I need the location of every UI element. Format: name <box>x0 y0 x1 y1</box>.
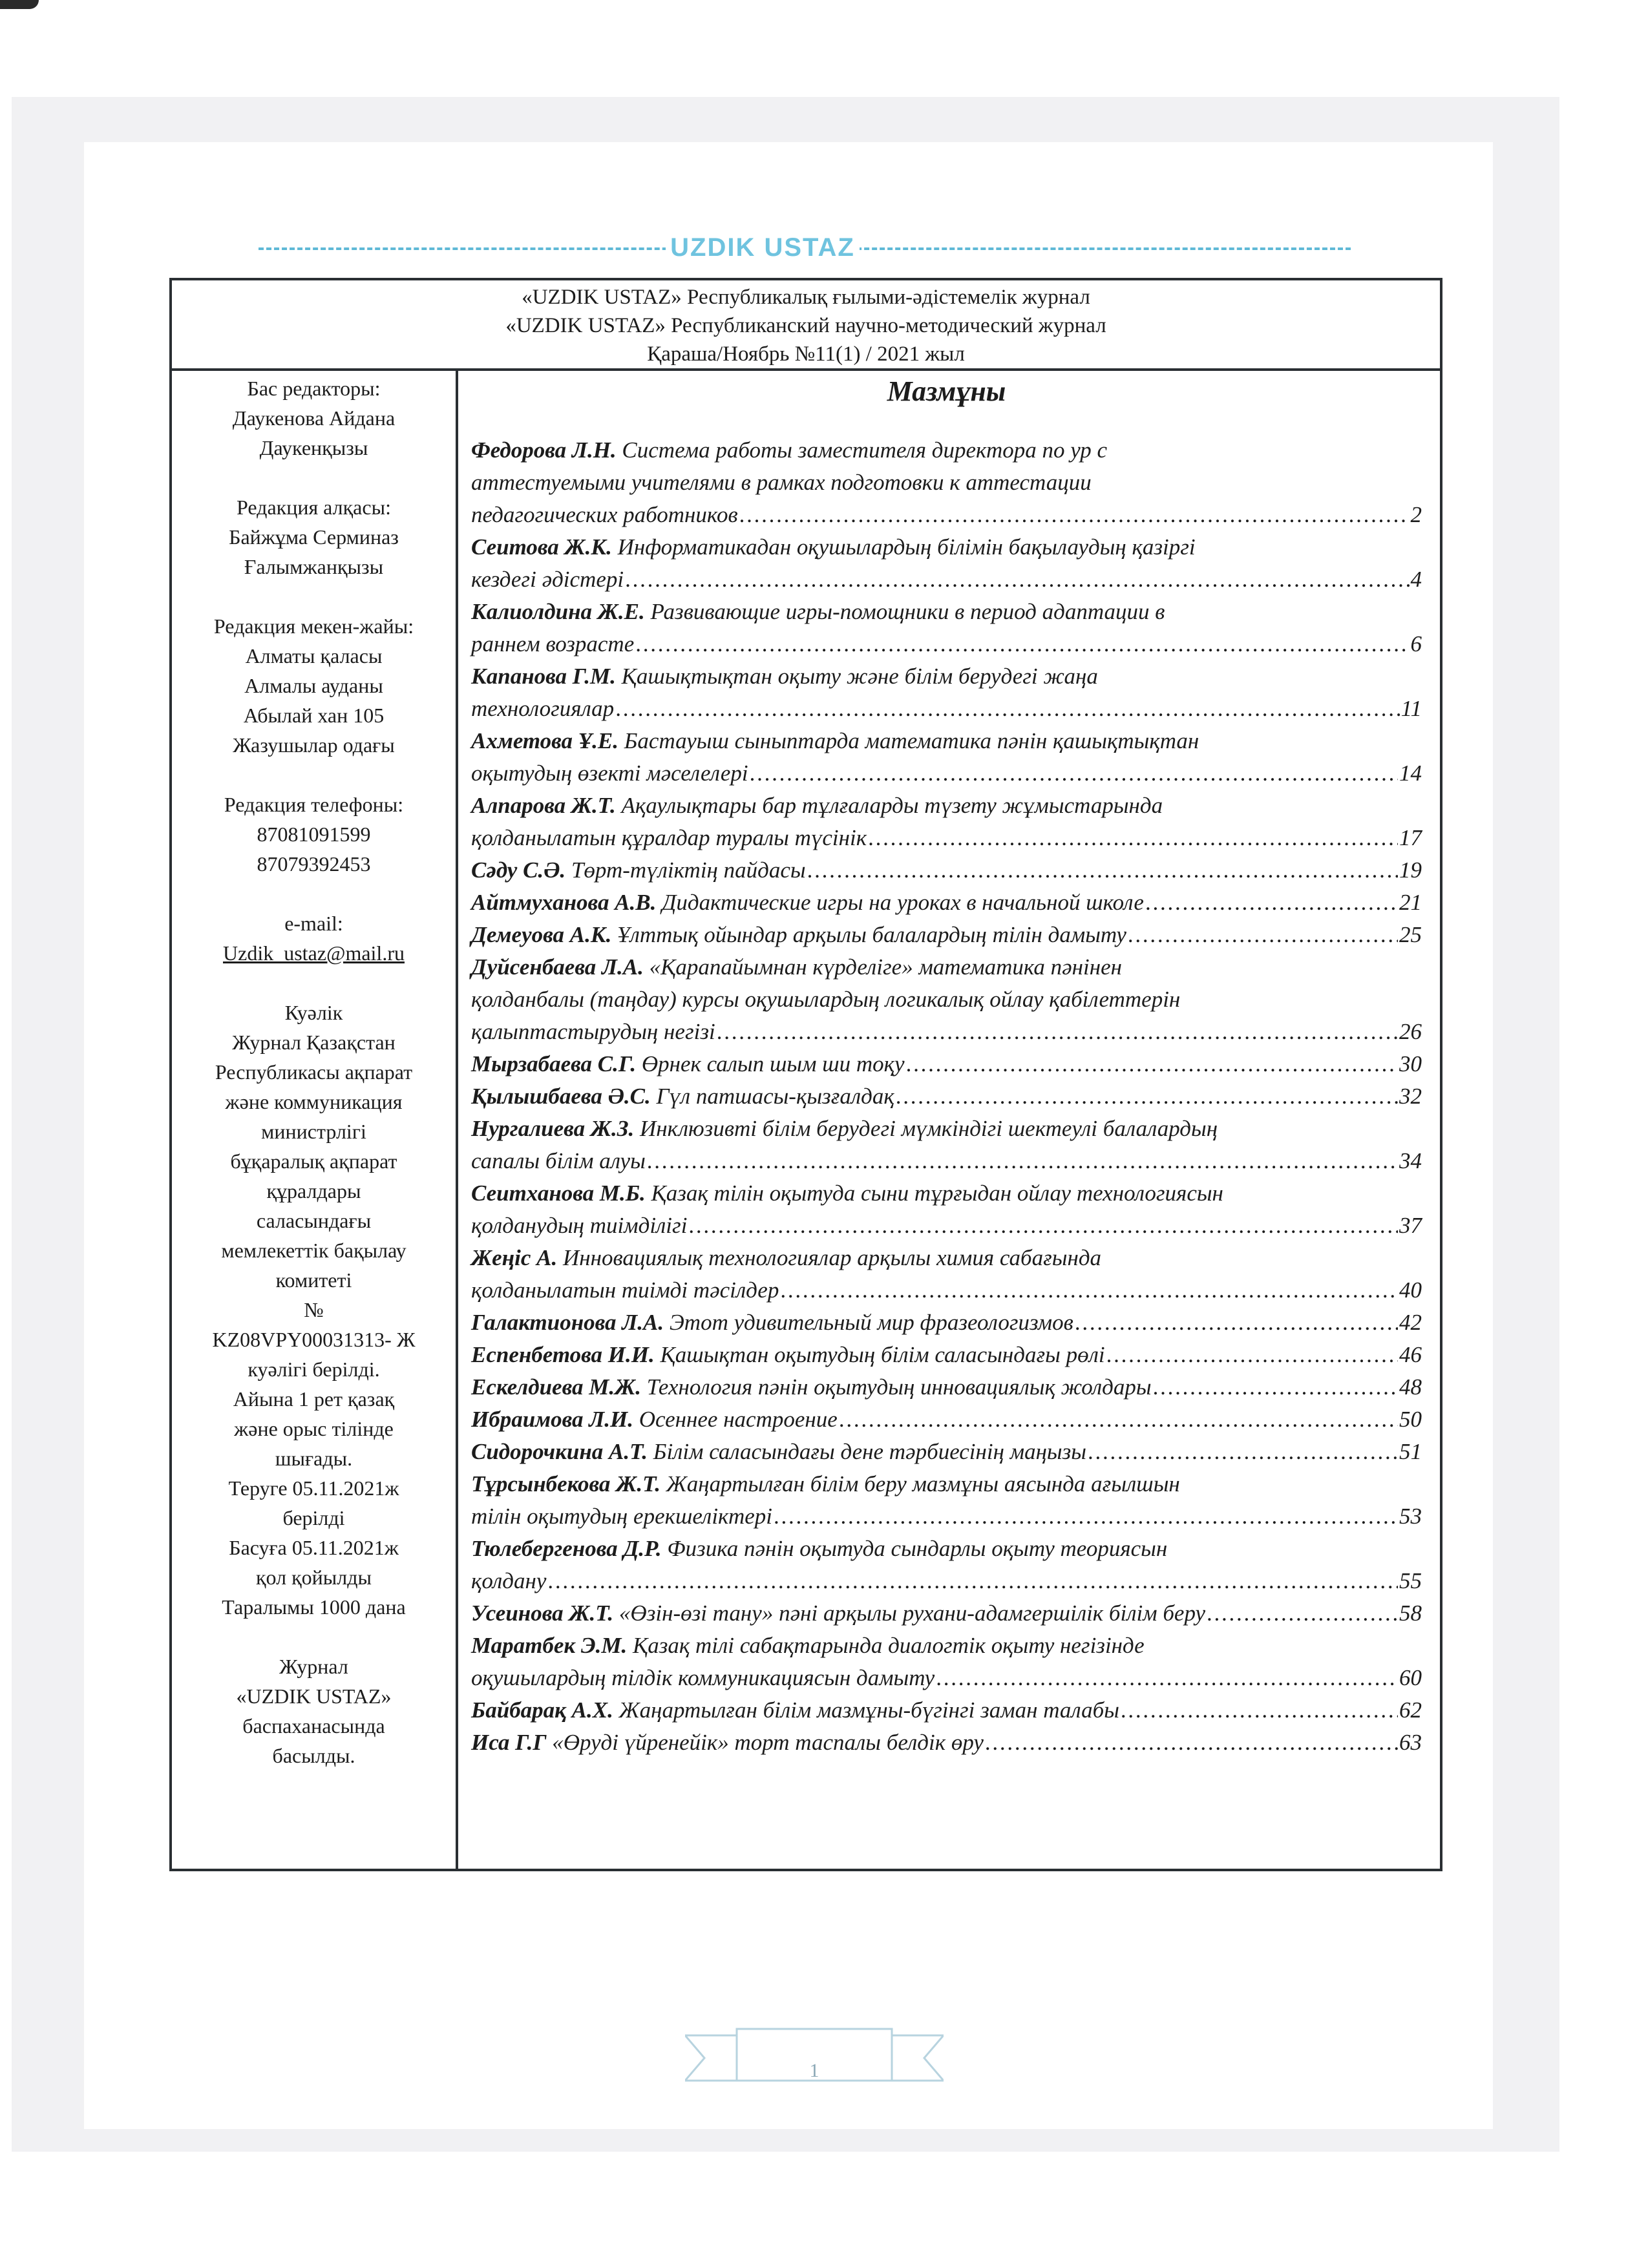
toc-page-number: 26 <box>1399 1019 1422 1044</box>
toc-first-line <box>471 1242 1422 1274</box>
sidebar-line: Алматы қаласы <box>245 644 383 667</box>
toc-title-line: қолданудың тиімділігі <box>471 1213 688 1238</box>
toc-continuation-line <box>471 822 1422 854</box>
sidebar-line: Куәлік <box>284 1001 343 1024</box>
table-of-contents <box>471 434 1422 1759</box>
sidebar-line: және коммуникация <box>225 1090 403 1113</box>
toc-page-number: 53 <box>1399 1504 1422 1529</box>
toc-text <box>471 1403 838 1436</box>
toc-title-line: оқытудың өзекті мәселелері <box>471 761 748 786</box>
toc-title-line: технологиялар <box>471 696 615 721</box>
toc-title-line: қалыптастырудың негізі <box>471 1019 715 1044</box>
toc-page-number: 40 <box>1399 1277 1422 1303</box>
toc-first-line <box>471 1694 1422 1727</box>
toc-leader-dots <box>906 1048 1398 1080</box>
sidebar-line: комитеті <box>275 1268 352 1292</box>
sidebar-line: және орыс тілінде <box>234 1417 394 1440</box>
toc-title-line: Ақаулықтары бар тұлғаларды түзету жұмыстарында <box>621 793 1163 818</box>
toc-leader-dots <box>1153 1371 1398 1403</box>
scan-corner-mark <box>0 0 39 9</box>
toc-author: Байбарақ А.Х. <box>471 1697 613 1723</box>
toc-title-line: Развивающие игры-помощники в период адаптации в <box>650 599 1165 624</box>
toc-author: Капанова Г.М. <box>471 664 616 689</box>
toc-title-line: қолданылатын құралдар туралы түсінік <box>471 825 867 850</box>
toc-title-line: Этот удивительный мир фразеологизмов <box>669 1310 1073 1335</box>
sidebar-line: Алмалы ауданы <box>244 674 383 697</box>
toc-entry[interactable] <box>471 854 1422 887</box>
toc-entry[interactable] <box>471 1113 1422 1177</box>
phones-block <box>172 790 456 879</box>
toc-entry[interactable] <box>471 660 1422 725</box>
toc-first-line <box>471 1597 1422 1630</box>
toc-page-number: 55 <box>1399 1568 1422 1593</box>
toc-page-number: 4 <box>1410 567 1422 592</box>
toc-author: Сидорочкина А.Т. <box>471 1439 648 1464</box>
masthead-issue: Қараша/Ноябрь №11(1) / 2021 жыл <box>647 342 965 366</box>
sidebar-line: Редакция алқасы: <box>237 496 391 519</box>
sidebar-line: «UZDIK USTAZ» <box>236 1685 392 1708</box>
toc-leader-dots <box>780 1274 1398 1307</box>
toc-author: Еспенбетова И.И. <box>471 1342 655 1367</box>
toc-first-line <box>471 660 1422 693</box>
sidebar-line: Журнал Қазақстан <box>232 1031 396 1054</box>
sidebar-line: Айына 1 рет қазақ <box>233 1387 395 1411</box>
toc-title-line: Система работы заместителя директора по ур с <box>622 437 1108 463</box>
toc-author: Галактионова Л.А. <box>471 1310 664 1335</box>
toc-page-number: 6 <box>1410 631 1422 656</box>
toc-author: Тұрсынбекова Ж.Т. <box>471 1471 660 1496</box>
toc-title-line: аттестуемыми учителями в рамках подготовки к аттестации <box>471 470 1092 495</box>
toc-title-line: кездегі әдістері <box>471 567 624 592</box>
toc-entry[interactable] <box>471 1694 1422 1727</box>
toc-entry[interactable] <box>471 1307 1422 1339</box>
toc-entry[interactable] <box>471 1371 1422 1403</box>
toc-author: Ахметова Ұ.Е. <box>471 728 619 753</box>
toc-author: Тюлебергенова Д.Р. <box>471 1536 662 1561</box>
chief-editor-block <box>172 373 456 463</box>
toc-leader-dots <box>1088 1436 1398 1468</box>
toc-first-line <box>471 1403 1422 1436</box>
toc-title-line: Білім саласындағы дене тәрбиесінің маңызы <box>653 1439 1086 1464</box>
toc-leader-dots <box>635 628 1409 660</box>
sidebar-line: Журнал <box>279 1655 348 1678</box>
toc-page-number: 19 <box>1399 857 1422 883</box>
toc-entry[interactable] <box>471 951 1422 1048</box>
toc-first-line <box>471 1371 1422 1403</box>
toc-continuation-line <box>471 1565 1422 1597</box>
toc-title-line: «Өруді үйренейік» торт таспалы белдік өру <box>552 1730 984 1755</box>
toc-page-number: 32 <box>1399 1084 1422 1109</box>
toc-page-number: 34 <box>1399 1148 1422 1173</box>
toc-entry[interactable] <box>471 1468 1422 1533</box>
contents-frame <box>169 278 1442 1871</box>
toc-title-line: Өрнек салып шым ши тоқу <box>641 1051 905 1076</box>
toc-leader-dots <box>547 1565 1398 1597</box>
toc-page-number: 11 <box>1400 696 1422 721</box>
email-link[interactable]: Uzdik_ustaz@mail.ru <box>223 941 405 965</box>
toc-title-line: сапалы білім алуы <box>471 1148 646 1173</box>
toc-continuation-line <box>471 499 1422 531</box>
toc-author: Маратбек Э.М. <box>471 1633 628 1658</box>
toc-title-line: қолданбалы (таңдау) курсы оқушылардың логикалық ойлау қабілеттерін <box>471 987 1181 1012</box>
sidebar-line: Жазушылар одағы <box>233 733 395 757</box>
toc-entry[interactable] <box>471 1533 1422 1597</box>
toc-leader-dots <box>807 854 1398 887</box>
sidebar-line: берілді <box>282 1506 345 1529</box>
toc-continuation-line <box>471 1662 1422 1694</box>
toc-continuation-line <box>471 757 1422 790</box>
sidebar-line: Редакция телефоны: <box>224 793 404 816</box>
sidebar-line: Даукенова Айдана <box>232 406 396 430</box>
toc-leader-dots <box>717 1016 1398 1048</box>
toc-title-line: оқушылардың тілдік коммуникациясын дамыту <box>471 1665 935 1690</box>
toc-title-line: Жаңартылған білім беру мазмұны аясында ағылшын <box>666 1471 1180 1496</box>
toc-first-line <box>471 1533 1422 1565</box>
toc-page-number: 42 <box>1399 1310 1422 1335</box>
toc-title-line: Технология пәнін оқытудың инновациялық жолдары <box>646 1374 1152 1400</box>
toc-title-line: Дидактические игры на уроках в начальной школе <box>662 890 1144 915</box>
toc-continuation-line <box>471 1145 1422 1177</box>
toc-leader-dots <box>1207 1597 1398 1630</box>
toc-first-line <box>471 1080 1422 1113</box>
toc-author: Усеинова Ж.Т. <box>471 1601 614 1626</box>
toc-continuation-line <box>471 1016 1422 1048</box>
toc-entry[interactable] <box>471 596 1422 660</box>
masthead-line-ru: «UZDIK USTAZ» Республиканский научно-методический журнал <box>505 314 1106 337</box>
toc-text <box>471 887 1144 919</box>
toc-leader-dots <box>839 1403 1398 1436</box>
toc-title-line: Бастауыш сыныптарда математика пәнін қашықтықтан <box>624 728 1199 753</box>
toc-entry[interactable] <box>471 1403 1422 1436</box>
toc-page-number: 51 <box>1399 1439 1422 1464</box>
journal-header-title: UZDIK USTAZ <box>666 229 860 266</box>
toc-title-line: Қашықтықтан оқыту және білім берудегі жаңа <box>621 664 1098 689</box>
toc-first-line <box>471 1113 1422 1145</box>
toc-entry[interactable] <box>471 725 1422 790</box>
toc-page-number: 21 <box>1399 890 1422 915</box>
toc-first-line <box>471 434 1422 467</box>
toc-first-line <box>471 1630 1422 1662</box>
toc-page-number: 62 <box>1399 1697 1422 1723</box>
sidebar-line: Басуға 05.11.2021ж <box>229 1536 399 1559</box>
masthead <box>172 280 1440 371</box>
toc-text <box>471 1371 1152 1403</box>
toc-first-line <box>471 1048 1422 1080</box>
toc-title-line: қолданылатын тиімді тәсілдер <box>471 1277 779 1303</box>
toc-entry[interactable] <box>471 1242 1422 1307</box>
toc-text <box>471 919 1126 951</box>
sidebar-line: қол қойылды <box>255 1566 372 1589</box>
toc-text <box>471 1339 1105 1371</box>
toc-page-number: 37 <box>1399 1213 1422 1238</box>
sidebar-line: Республикасы ақпарат <box>215 1060 413 1084</box>
toc-leader-dots <box>896 1080 1398 1113</box>
toc-author: Айтмуханова А.В. <box>471 890 657 915</box>
toc-text <box>471 854 806 887</box>
toc-entry[interactable] <box>471 1177 1422 1242</box>
toc-author: Ескелдиева М.Ж. <box>471 1374 641 1400</box>
sidebar-line: Бас редакторы: <box>247 377 381 400</box>
toc-title-line: Информатикадан оқушылардың білімін бақылаудың қазіргі <box>617 534 1196 560</box>
toc-page-number: 25 <box>1399 922 1422 947</box>
sidebar-line: куәлігі берілді. <box>248 1358 380 1381</box>
toc-first-line <box>471 854 1422 887</box>
toc-page-number: 17 <box>1399 825 1422 850</box>
toc-author: Сәду С.Ә. <box>471 857 566 883</box>
toc-text <box>471 1694 1119 1727</box>
toc-text <box>471 1436 1086 1468</box>
toc-entry[interactable] <box>471 1630 1422 1694</box>
toc-author: Нургалиева Ж.З. <box>471 1116 635 1141</box>
toc-author: Жеңіс А. <box>471 1245 558 1270</box>
editorial-sidebar <box>172 371 458 1871</box>
sidebar-line: 87079392453 <box>257 852 371 876</box>
toc-title-line: тілін оқытудың ерекшеліктері <box>471 1504 772 1529</box>
toc-first-line <box>471 1727 1422 1759</box>
toc-page-number: 30 <box>1399 1051 1422 1076</box>
toc-leader-dots <box>1106 1339 1398 1371</box>
toc-leader-dots <box>936 1662 1398 1694</box>
toc-leader-dots <box>615 693 1399 725</box>
sidebar-line: Теруге 05.11.2021ж <box>228 1476 399 1500</box>
toc-first-line <box>471 790 1422 822</box>
toc-continuation-line <box>471 1210 1422 1242</box>
toc-title-line: Гүл патшасы-қызғалдақ <box>656 1084 894 1109</box>
toc-continuation-line <box>471 1500 1422 1533</box>
sidebar-line: Даукенқызы <box>259 436 368 459</box>
toc-page-number: 2 <box>1410 502 1422 527</box>
toc-leader-dots <box>1121 1694 1398 1727</box>
toc-entry[interactable] <box>471 1436 1422 1468</box>
toc-continuation-line <box>471 563 1422 596</box>
toc-page-number: 60 <box>1399 1665 1422 1690</box>
toc-continuation-line <box>471 1274 1422 1307</box>
toc-continuation-line <box>471 983 1422 1016</box>
toc-entry[interactable] <box>471 790 1422 854</box>
certificate-block <box>172 998 456 1622</box>
sidebar-line: құралдары <box>266 1179 361 1202</box>
toc-author: Сеитова Ж.К. <box>471 534 612 560</box>
toc-first-line <box>471 1436 1422 1468</box>
toc-author: Сеитханова М.Б. <box>471 1181 646 1206</box>
printed-block <box>172 1652 456 1770</box>
toc-text <box>471 1307 1073 1339</box>
sidebar-line: Таралымы 1000 дана <box>222 1595 406 1619</box>
contents-column <box>458 371 1440 1871</box>
toc-continuation-line <box>471 628 1422 660</box>
sidebar-line: 87081091599 <box>257 823 371 846</box>
toc-first-line <box>471 919 1422 951</box>
sidebar-line: KZ08VPY00031313- Ж <box>212 1328 416 1351</box>
toc-text <box>471 1048 905 1080</box>
toc-title-line: Физика пәнін оқытуда сындарлы оқыту теориясын <box>667 1536 1168 1561</box>
toc-leader-dots <box>985 1727 1398 1759</box>
toc-entry[interactable] <box>471 919 1422 951</box>
toc-title-line: педагогических работников <box>471 502 738 527</box>
toc-author: Дуйсенбаева Л.А. <box>471 954 644 980</box>
toc-page-number: 50 <box>1399 1407 1422 1432</box>
sidebar-line: Абылай хан 105 <box>243 704 385 727</box>
sidebar-line: Байжұма Серминаз <box>229 525 399 549</box>
toc-title-line: Қазақ тілі сабақтарында диалогтік оқыту негізінде <box>633 1633 1145 1658</box>
toc-title-line: «Қарапайымнан күрделіге» математика пәнінен <box>649 954 1122 980</box>
toc-first-line <box>471 887 1422 919</box>
toc-first-line <box>471 531 1422 563</box>
toc-entry[interactable] <box>471 1080 1422 1113</box>
toc-leader-dots <box>1075 1307 1398 1339</box>
address-block <box>172 611 456 760</box>
sidebar-line: Ғалымжанқызы <box>244 555 384 578</box>
toc-leader-dots <box>1145 887 1398 919</box>
toc-title-line: «Өзін-өзі тану» пәні арқылы рухани-адамгершілік білім беру <box>618 1601 1206 1626</box>
contents-heading: Мазмұны <box>887 375 1006 407</box>
toc-entry[interactable] <box>471 1339 1422 1371</box>
email-label: e-mail: <box>284 912 343 935</box>
toc-first-line <box>471 1468 1422 1500</box>
toc-title-line: Қашықтан оқытудың білім саласындағы рөлі <box>660 1342 1105 1367</box>
toc-leader-dots <box>625 563 1409 596</box>
toc-entry[interactable] <box>471 1727 1422 1759</box>
toc-page-number: 63 <box>1399 1730 1422 1755</box>
sidebar-line: Редакция мекен-жайы: <box>213 614 414 638</box>
toc-title-line: раннем возрасте <box>471 631 635 656</box>
toc-first-line <box>471 1339 1422 1371</box>
toc-title-line: Төрт-түліктің пайдасы <box>571 857 806 883</box>
masthead-line-kk: «UZDIK USTAZ» Республикалық ғылыми-әдістемелік журнал <box>522 286 1090 309</box>
toc-author: Қылышбаева Ә.С. <box>471 1084 651 1109</box>
toc-first-line <box>471 1307 1422 1339</box>
toc-first-line <box>471 1177 1422 1210</box>
toc-author: Иса Г.Г <box>471 1730 547 1755</box>
toc-first-line <box>471 725 1422 757</box>
toc-title-line: Инновациялық технологиялар арқылы химия сабағында <box>562 1245 1102 1270</box>
toc-leader-dots <box>750 757 1398 790</box>
toc-page-number: 58 <box>1399 1601 1422 1626</box>
toc-leader-dots <box>774 1500 1398 1533</box>
toc-title-line: Инклюзивті білім берудегі мүмкіндігі шектеулі балалардың <box>640 1116 1218 1141</box>
toc-title-line: Жаңартылған білім мазмұны-бүгінгі заман талабы <box>618 1697 1119 1723</box>
email-block <box>172 908 456 968</box>
sidebar-line: бұқаралық ақпарат <box>230 1150 397 1173</box>
toc-author: Демеуова А.К. <box>471 922 612 947</box>
page-number: 1 <box>809 2060 819 2081</box>
editorial-board-block <box>172 492 456 582</box>
toc-page-number: 14 <box>1399 761 1422 786</box>
toc-title-line: қолдану <box>471 1568 547 1593</box>
toc-title-line: Ұлттық ойындар арқылы балалардың тілін дамыту <box>617 922 1126 947</box>
sidebar-line: мемлекеттік бақылау <box>221 1239 407 1262</box>
toc-text <box>471 1727 984 1759</box>
toc-entry[interactable] <box>471 1597 1422 1630</box>
toc-entry[interactable] <box>471 434 1422 531</box>
toc-author: Мырзабаева С.Г. <box>471 1051 637 1076</box>
toc-author: Алпарова Ж.Т. <box>471 793 616 818</box>
toc-entry[interactable] <box>471 1048 1422 1080</box>
toc-page-number: 46 <box>1399 1342 1422 1367</box>
toc-leader-dots <box>688 1210 1398 1242</box>
toc-author: Федорова Л.Н. <box>471 437 617 463</box>
toc-title-line: Қазақ тілін оқытуда сыни тұрғыдан ойлау технологиясын <box>651 1181 1223 1206</box>
toc-continuation-line <box>471 693 1422 725</box>
sidebar-line: № <box>304 1298 324 1321</box>
toc-leader-dots <box>1128 919 1398 951</box>
toc-leader-dots <box>868 822 1398 854</box>
toc-leader-dots <box>739 499 1410 531</box>
toc-first-line <box>471 951 1422 983</box>
sidebar-line: саласындағы <box>256 1209 372 1232</box>
toc-leader-dots <box>647 1145 1398 1177</box>
sidebar-line: министрлігі <box>261 1120 366 1143</box>
toc-author: Ибраимова Л.И. <box>471 1407 634 1432</box>
sidebar-line: баспаханасында <box>242 1714 385 1738</box>
toc-continuation-line <box>471 467 1422 499</box>
toc-text <box>471 1080 894 1113</box>
toc-first-line <box>471 596 1422 628</box>
sidebar-line: басылды. <box>272 1744 355 1767</box>
sidebar-line: шығады. <box>275 1447 353 1470</box>
toc-entry[interactable] <box>471 531 1422 596</box>
toc-page-number: 48 <box>1399 1374 1422 1400</box>
toc-title-line: Осеннее настроение <box>639 1407 838 1432</box>
toc-text <box>471 1597 1205 1630</box>
toc-entry[interactable] <box>471 887 1422 919</box>
toc-author: Калиолдина Ж.Е. <box>471 599 645 624</box>
